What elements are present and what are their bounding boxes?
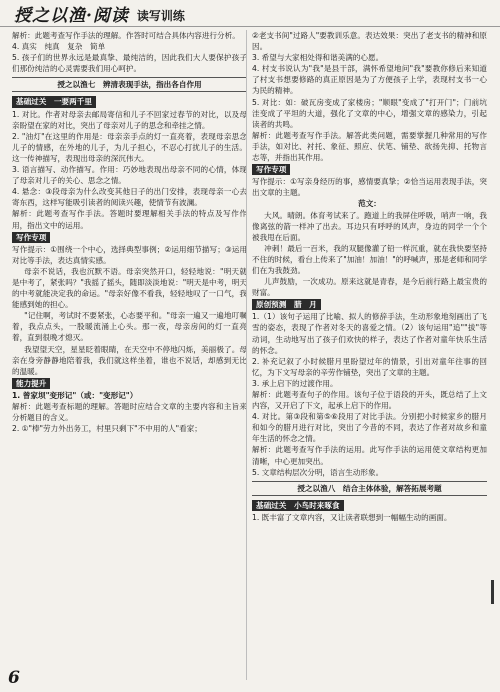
answer-paragraph: 3. 希望与大家相处得和谐美满的心愿。 [252, 53, 384, 63]
book-subtitle: 读写训练 [136, 9, 185, 23]
section-tag-row [252, 298, 487, 311]
answer-paragraph: 1. 对比。作者对母亲去邮局寄信和儿子不回家过春节的对比，以及母亲盼望在家的对比，突出了母亲对儿子的思念和牵挂之情。 [12, 109, 247, 130]
answer-paragraph: 解析：此题考查写作手法的运用。此写作手法的运用使文章结构更加清晰，中心更加突出。 [252, 445, 487, 466]
section-tag: 基础过关 小鸟时来啄食 [252, 500, 344, 511]
answer-paragraph: 冲刺！最后一百米，我的双腿像灌了铅一样沉重，就在我快要坚持不住的时候，看台上传来了"加油！加油！"的呼喊声，那是老师和同学们在为我鼓劲。 [252, 243, 487, 275]
answer-paragraph: 5. 文章结构层次分明，语言生动形象。 [252, 467, 384, 477]
answer-paragraph: 解析：此题考查写作手法。解答此类问题，需要掌握几种常用的写作手法，如对比、衬托、象征、照应、伏笔、铺垫、欲扬先抑、托物言志等，并指出其作用。 [252, 130, 487, 163]
answer-paragraph: 5. 孩子们的世界永远是最真挚、最纯洁的，因此我们大人要保护孩子们那份纯洁的心灵需要我们用心呵护。 [12, 53, 247, 74]
section-title: 授之以渔八 结合主体体验，解答拓展考题 [252, 481, 487, 496]
answer-paragraph: 1.（1）该句子运用了比喻、拟人的修辞手法，生动形象地刻画出了飞雪的姿态，表现了作者对冬天的喜爱之情。（2）该句运用"追""拔"等动词，生动地写出了孩子们欢快的样子，表达了作者对童年快乐生活的怀念。 [252, 312, 487, 355]
page-header [0, 0, 500, 27]
answer-paragraph: 母亲不说话，我也沉默不语。母亲突然开口，轻轻地说："明天就是中考了，紧张吗？"我摇了摇头，随即淡淡地说："明天是中考，明天的中考就能决定我的命运。"母亲好像不看我，轻轻地叹了一口气，我能感到她的担心。 [12, 266, 247, 310]
answer-paragraph: 4. 对比。第③段和第⑤⑥段用了对比手法。分别把小时候家乡的腊月和如今的腊月进行对比，突出了今昔的不同，表达了作者对故乡和童年生活的怀念之情。 [252, 412, 487, 444]
answer-paragraph: 4. 村支书说认为"我"是县干部，满怀希望地问"我"要教你修后来知道了村支书想要修路的真正原因是为了方便孩子上学，表现村支书一心为民的精神。 [252, 64, 487, 96]
edge-marker [491, 580, 494, 604]
answer-paragraph: 解析：此题考查写作手法的理解。作答时可结合具体内容进行分析。 [12, 31, 240, 40]
section-tag: 原创预测 腊 月 [252, 299, 321, 310]
right-column [252, 30, 487, 678]
answer-paragraph: 1. 既丰富了文章内容，又让读者联想到一幅幅生动的画面。 [252, 512, 452, 522]
answer-paragraph: 解析：此题考查句子的作用。该句子位于语段的开头，既总结了上文内容，又开启了下文，起承上启下的作用。 [252, 390, 487, 411]
left-column [12, 30, 247, 678]
section-tag-row [12, 95, 247, 108]
section-tag-row [252, 163, 487, 176]
section-tag-row [12, 231, 247, 244]
answer-paragraph: 2. ①"棒"劳力外出务工，村里只剩下"不中用的人"看家； [12, 424, 202, 434]
answer-paragraph: "记住啊，考试时不要紧张，心态要平和。"母亲一遍又一遍地叮嘱着，我点点头，一股暖流涌上心头。那一夜，母亲房间的灯一直亮着，直到很晚才熄灭。 [12, 311, 247, 343]
answer-paragraph: 写作提示：①围绕一个中心，选择典型事例；②运用细节描写；③运用对比等手法，表达真情实感。 [12, 244, 247, 265]
answer-paragraph: 儿声鼓励，一次成功。原来这就是青春，是今后前行路上最宝贵的财富。 [252, 277, 487, 298]
section-tag: 能力提升 [12, 378, 50, 389]
answer-paragraph: ②老支书间"过路人"要教训乐意。表达效果：突出了老支书的精神和原因。 [252, 31, 487, 52]
section-title: 授之以渔七 辨清表现手法，指出各自作用 [12, 77, 247, 92]
answer-paragraph: 1. 曾家坝"变形记"（或："变形记"） [12, 390, 138, 400]
answer-paragraph: 2. "油灯"在这里的作用是：母亲亲手点的灯一直亮着，表现母亲思念儿子的情感，在外地的儿子，为儿子担心，不忍心打扰儿子的生活。这一传神描写，表现出母亲的深沉伟大。 [12, 131, 247, 163]
centered-heading: 范文： [358, 199, 381, 209]
book-logo: 授之以渔·阅读 [14, 6, 129, 26]
page-number: 6 [8, 668, 20, 688]
answer-paragraph: 5. 对比：如：破瓦房变成了家楼房；"顺眼"变成了"打开门"；门前坑洼变成了平坦的大道，强化了文章的中心，增强文章的感染力，引起读者的共鸣。 [252, 97, 487, 129]
answer-paragraph: 写作提示：①写亲身经历的事，感情要真挚；②恰当运用表现手法，突出文章的主题。 [252, 177, 487, 198]
answer-paragraph: 3. 承上启下的过渡作用。 [252, 378, 338, 388]
answer-paragraph: 解析：此题考查标题的理解。答题时应结合文章的主要内容和主旨来分析题目的含义。 [12, 402, 247, 423]
answer-paragraph: 解析：此题考查写作手法。答题时要理解相关手法的特点及写作作用，指出文中的运用。 [12, 209, 247, 230]
column-divider [246, 30, 247, 680]
answer-paragraph: 4. 悬念：③段母亲为什么改变其他日子的出门安排，表现母亲一心去寄东西，这样写能吸引读者的阅读兴趣，使情节有波澜。 [12, 187, 247, 208]
section-tag-row [12, 377, 247, 390]
answer-paragraph: 大风。晴朗。体育考试来了。跑道上的我屏住呼吸，哨声一响，我像离弦的箭一样冲了出去。耳边只有呼呼的风声，身边的同学一个个被我甩在后面。 [252, 210, 487, 242]
section-tag: 基础过关 一要两千里 [12, 96, 96, 107]
answer-paragraph: 4. 真实 纯真 复杂 简单 [12, 42, 106, 52]
answer-paragraph: 我望望天空，星星眨着眼睛，在天空中不停地闪烁，美丽极了。母亲在身旁静静地陪着我，我们就这样坐着，谁也不说话，却感到无比的温暖。 [12, 344, 247, 376]
section-tag: 写作专项 [12, 232, 50, 243]
answer-paragraph: 3. 语言描写、动作描写。作用：巧妙地表现出母亲不同的心情，体现了母亲对儿子的关心、思念之情。 [12, 165, 247, 186]
section-tag-row [252, 499, 487, 512]
answer-paragraph: 2. 补充记叙了小时候腊月里盼望过年的情景，引出对童年往事的回忆，为下文写母亲的辛劳作铺垫，突出了文章的主题。 [252, 356, 487, 377]
section-tag: 写作专项 [252, 164, 290, 175]
